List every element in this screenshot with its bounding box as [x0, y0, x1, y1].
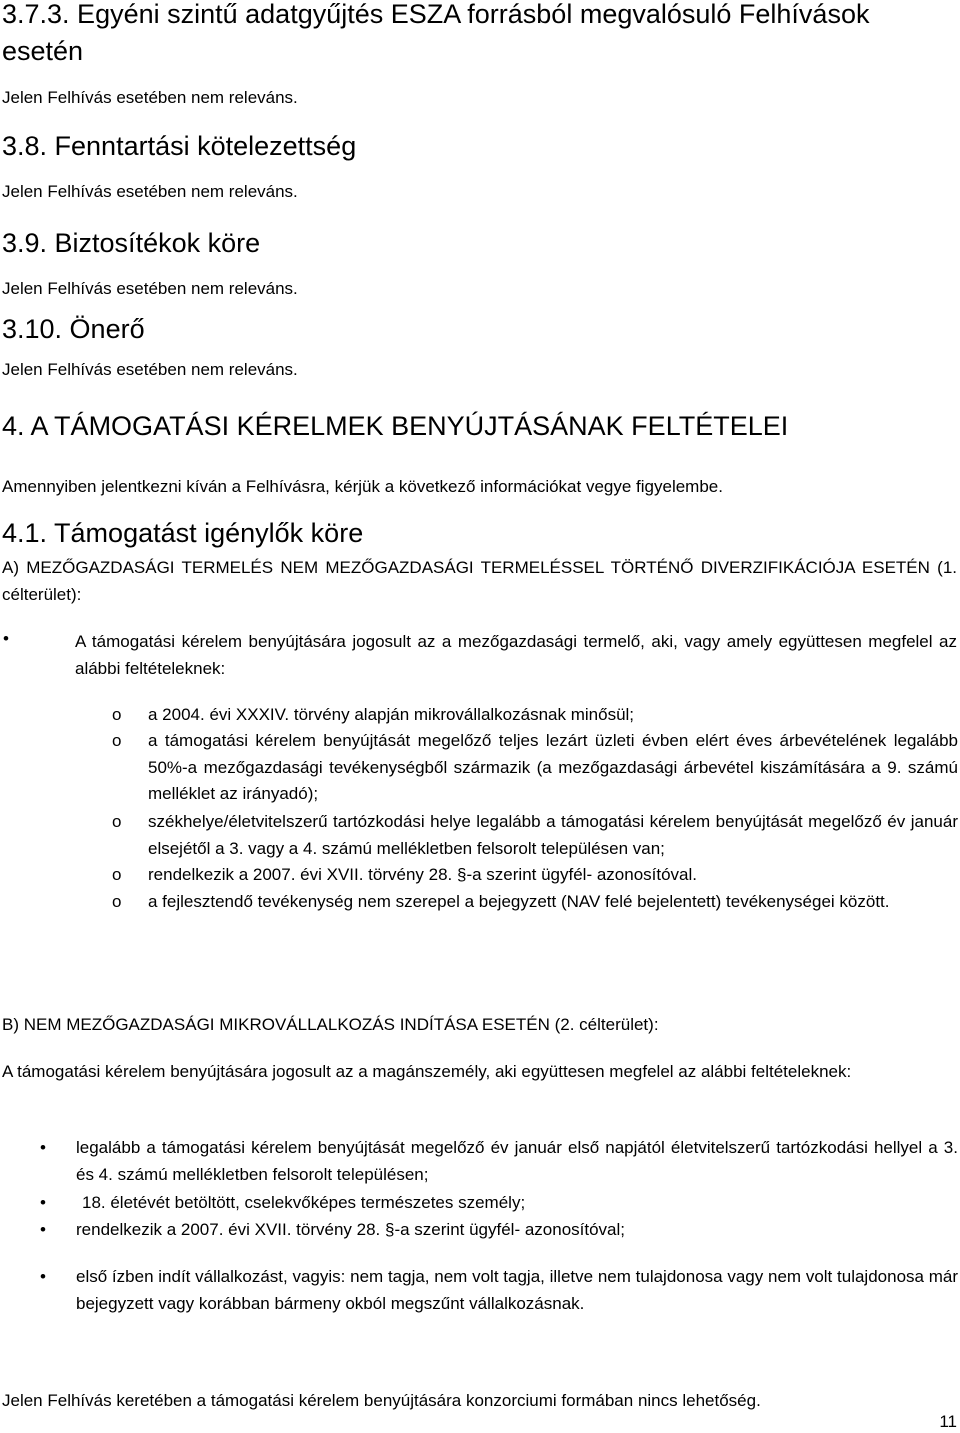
heading-4: 4. A TÁMOGATÁSI KÉRELMEK BENYÚJTÁSÁNAK FELTÉTELEI [2, 411, 789, 441]
page-number: 11 [939, 1412, 957, 1431]
heading-4-1: 4.1. Támogatást igénylők köre [2, 518, 364, 548]
intro-text: Amennyiben jelentkezni kíván a Felhívásra, kérjük a következő információkat vegye figyelembe. [2, 477, 723, 496]
list-marker-o: o [112, 892, 122, 911]
list-item-text: rendelkezik a 2007. évi XVII. törvény 28. §-a szerint ügyfél- azonosítóval; [76, 1220, 626, 1239]
list-item-text: a támogatási kérelem benyújtását megelőző teljes lezárt üzleti évben elért éves árbevételének legalább 50%-a mezőgazdasági tevékenységből származik (a mezőgazdasági árbevétel kiszámítására a 9. számú melléklet az irányadó); [148, 731, 958, 803]
list-bullet-dot: • [40, 1267, 46, 1286]
list-bullet-dot: • [40, 1138, 46, 1157]
heading-3-10: 3.10. Önerő [2, 314, 145, 344]
text-not-relevant-3-8: Jelen Felhívás esetében nem releváns. [2, 182, 298, 201]
list-item-text: legalább a támogatási kérelem benyújtását megelőző év január első napjától életvitelszerű tartózkodási hellyel a 3. és 4. számú mellékletben felsorolt településen; [76, 1138, 958, 1184]
heading-3-7-3: 3.7.3. Egyéni szintű adatgyűjtés ESZA forrásból megvalósuló Felhívások esetén [2, 0, 870, 66]
list-item-text: a 2004. évi XXXIV. törvény alapján mikrovállalkozásnak minősül; [148, 705, 635, 724]
list-bullet-dot: • [40, 1193, 46, 1212]
list-item-text: első ízben indít vállalkozást, vagyis: nem tagja, nem volt tagja, illetve nem tulajdonosa vagy nem volt tulajdonosa már bejegyzett vagy korábban bármeny okból megszűnt vállalkozásnak. [76, 1267, 958, 1313]
text-not-relevant-3-10: Jelen Felhívás esetében nem releváns. [2, 360, 298, 379]
list-item-text: rendelkezik a 2007. évi XVII. törvény 28. §-a szerint ügyfél- azonosítóval. [148, 865, 698, 884]
section-a-title: A) MEZŐGAZDASÁGI TERMELÉS NEM MEZŐGAZDASÁGI TERMELÉSSEL TÖRTÉNŐ DIVERZIFIKÁCIÓJA ESETÉN (1. célterület): [2, 558, 957, 604]
section-b-intro: A támogatási kérelem benyújtására jogosult az a magánszemély, aki együttesen megfelel az alábbi feltételeknek: [2, 1062, 852, 1081]
text-not-relevant-3-7-3: Jelen Felhívás esetében nem releváns. [2, 88, 298, 107]
section-b-title: B) NEM MEZŐGAZDASÁGI MIKROVÁLLALKOZÁS INDÍTÁSA ESETÉN (2. célterület): [2, 1015, 659, 1034]
section-a-bullet-dot: • [3, 629, 9, 648]
list-bullet-dot: • [40, 1220, 46, 1239]
list-marker-o: o [112, 731, 122, 750]
heading-3-8: 3.8. Fenntartási kötelezettség [2, 131, 357, 161]
list-item-text: 18. életévét betöltött, cselekvőképes természetes személy; [82, 1193, 526, 1212]
list-marker-o: o [112, 865, 122, 884]
list-item-text: a fejlesztendő tevékenység nem szerepel a bejegyzett (NAV felé bejelentett) tevékenységei között. [148, 892, 890, 911]
list-marker-o: o [112, 705, 122, 724]
heading-3-9: 3.9. Biztosítékok köre [2, 228, 261, 258]
list-item-text: székhelye/életvitelszerű tartózkodási helye legalább a támogatási kérelem benyújtását megelőző év január elsejétől a 3. vagy a 4. számú mellékletben felsorolt településen van; [148, 812, 958, 858]
consortium-note: Jelen Felhívás keretében a támogatási kérelem benyújtására konzorciumi formában nincs lehetőség. [2, 1391, 761, 1410]
section-a-bullet-text: A támogatási kérelem benyújtására jogosult az a mezőgazdasági termelő, aki, vagy amely együttesen megfelel az alábbi feltételeknek: [75, 632, 957, 678]
text-not-relevant-3-9: Jelen Felhívás esetében nem releváns. [2, 279, 298, 298]
list-marker-o: o [112, 812, 122, 831]
